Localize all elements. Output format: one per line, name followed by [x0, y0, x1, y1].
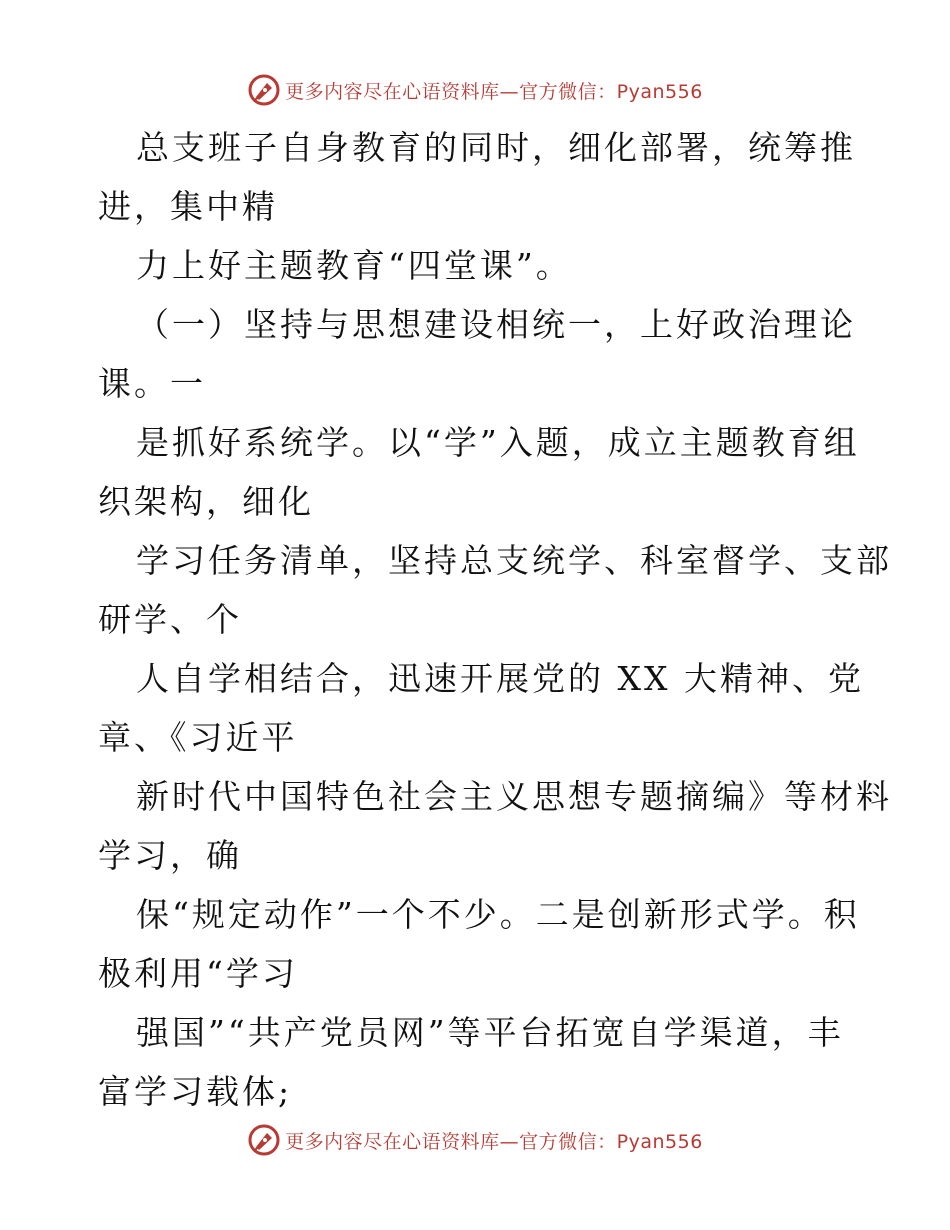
text-line: 学习任务清单，坚持总支统学、科室督学、支部 [136, 541, 892, 580]
text-line: 极利用“学习 [98, 954, 298, 993]
text-line: 人自学相结合，迅速开展党的 XX 大精神、党 [136, 659, 864, 698]
text-line: 新时代中国特色社会主义思想专题摘编》等材料 [136, 777, 892, 816]
text-line: 保“规定动作”一个不少。二是创新形式学。积 [136, 895, 860, 934]
pen-nib-logo-icon [247, 1123, 281, 1157]
header-watermark [0, 70, 950, 110]
text-line: （一）坚持与思想建设相统一，上好政治理论 [136, 305, 856, 344]
text-line: 研学、个 [98, 600, 242, 639]
text-line: 课。一 [98, 364, 206, 403]
text-line: 是抓好系统学。以“学”入题，成立主题教育组 [136, 423, 860, 462]
text-line: 章、《习近平 [98, 718, 298, 757]
document-body [98, 118, 892, 1121]
text-line: 力上好主题教育“四堂课”。 [136, 246, 572, 285]
text-line: 学习，确 [98, 836, 242, 875]
text-line: 总支班子自身教育的同时，细化部署，统筹推 [136, 128, 856, 167]
text-line: 进，集中精 [98, 187, 278, 226]
watermark-text: 更多内容尽在心语资料库—官方微信：Pyan556 [285, 1130, 703, 1153]
pen-nib-logo-icon [247, 73, 281, 107]
text-line: 强国”“共产党员网”等平台拓宽自学渠道，丰 [136, 1013, 844, 1052]
footer-watermark [0, 1120, 950, 1160]
watermark-text: 更多内容尽在心语资料库—官方微信：Pyan556 [285, 80, 703, 103]
text-line: 富学习载体; [98, 1072, 293, 1111]
text-line: 织架构，细化 [98, 482, 314, 521]
